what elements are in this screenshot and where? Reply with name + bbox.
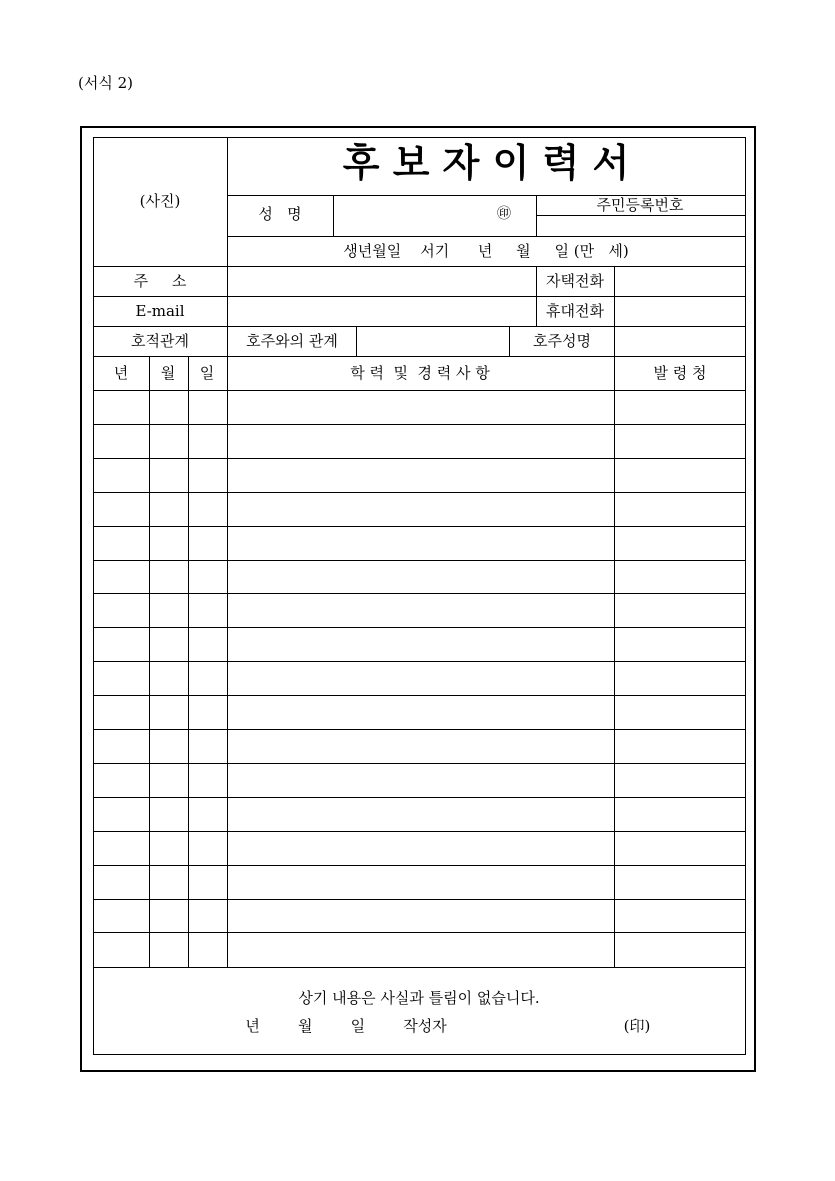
head-name-left [509, 326, 510, 356]
history-row-line [93, 865, 746, 866]
form-inner-border [93, 137, 746, 1055]
history-header-year: 년 [113, 364, 129, 382]
history-row-line [93, 932, 746, 933]
header-bottom-line [93, 266, 746, 267]
email-row-bottom [93, 326, 746, 327]
history-row-line [93, 526, 746, 527]
footer-statement: 상기 내용은 사실과 틀림이 없습니다. [298, 989, 540, 1007]
photo-divider [227, 137, 228, 266]
name-label: 성 명 [258, 205, 302, 223]
history-row-line [93, 729, 746, 730]
history-row-line [93, 593, 746, 594]
mobile-phone-label: 휴대전화 [546, 302, 604, 320]
id-label-line [536, 215, 746, 216]
address-label: 주 소 [133, 272, 187, 290]
head-name-right [614, 326, 615, 356]
family-row-bottom [93, 356, 746, 357]
history-bottom-line [93, 967, 746, 968]
relation-divider [356, 326, 357, 356]
household-head-name-label: 호주성명 [533, 332, 591, 350]
history-row-line [93, 458, 746, 459]
phone-label-right [614, 266, 615, 326]
form-number: (서식 2) [78, 74, 133, 92]
footer-date-line: 년 월 일 작성자 [245, 1017, 447, 1035]
page-title: 후 보 자 이 력 서 [342, 140, 630, 185]
history-row-line [93, 492, 746, 493]
history-row-line [93, 627, 746, 628]
photo-placeholder: (사진) [139, 192, 181, 210]
history-row-line [93, 661, 746, 662]
history-row-line [93, 390, 746, 391]
seal-mark: ㊞ [497, 206, 511, 222]
relation-label: 호주와의 관계 [246, 332, 338, 350]
history-row-line [93, 560, 746, 561]
history-row-line [93, 899, 746, 900]
history-header-issuer: 발 령 청 [653, 364, 707, 382]
history-header-day: 일 [199, 364, 215, 382]
history-row-line [93, 831, 746, 832]
history-row-line [93, 763, 746, 764]
name-row-bottom [227, 236, 746, 237]
birth-date-line: 생년월일 서기 년 월 일 (만 세) [343, 242, 629, 260]
email-label: E-mail [135, 302, 185, 320]
home-phone-label: 자택전화 [546, 272, 604, 290]
history-row-line [93, 424, 746, 425]
phone-label-left [536, 266, 537, 326]
address-row-bottom [93, 296, 746, 297]
history-row-line [93, 695, 746, 696]
name-label-divider [333, 195, 334, 236]
history-header-career: 학 력 및 경 력 사 항 [350, 364, 490, 382]
id-number-label: 주민등록번호 [596, 196, 684, 214]
history-header-month: 월 [160, 364, 176, 382]
footer-seal: (印) [623, 1017, 651, 1035]
label-col-divider [227, 266, 228, 356]
family-register-label: 호적관계 [131, 332, 189, 350]
history-row-line [93, 797, 746, 798]
